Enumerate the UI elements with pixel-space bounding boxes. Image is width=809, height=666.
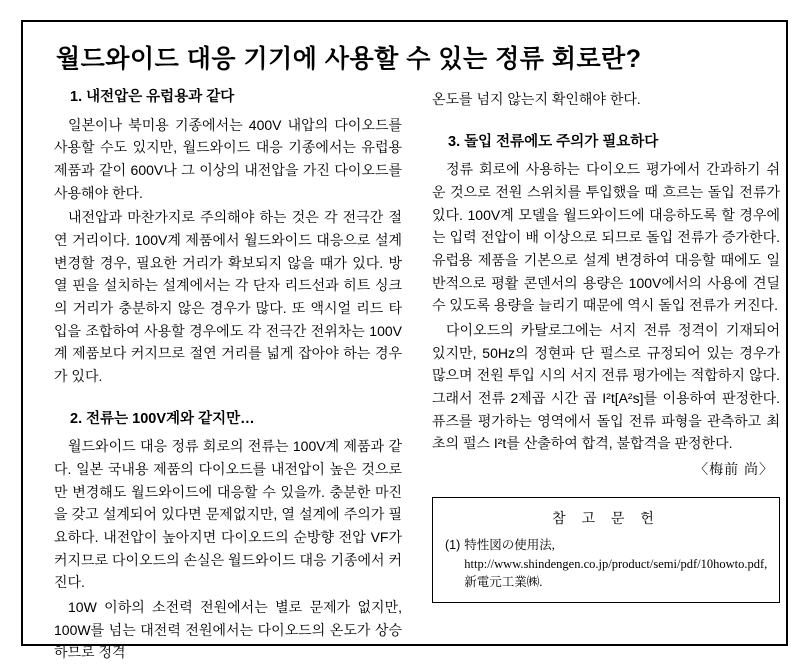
page-title: 월드와이드 대응 기기에 사용할 수 있는 정류 회로란?	[56, 45, 642, 73]
reference-item	[445, 536, 767, 592]
paragraph: 월드와이드 대응 정류 회로의 전류는 100V계 제품과 같다. 일본 국내용 제품의 다이오드를 내전압이 높은 것으로만 변경해도 월드와이드에 대응할 수 있을까. 충분한 마진을 갖고 설계되어 있다면 문제없지만, 열 설계에 주의가 필요하다. 내전압이 높아지면 다이오드의 순방향 전압 VF가 커지므로 다이오드의 손실은 월드와이드 대응 기종에서 커진다.	[54, 438, 402, 591]
right-column	[432, 88, 780, 666]
paragraph: 일본이나 북미용 기종에서는 400V 내압의 다이오드를 사용할 수도 있지만, 월드와이드 대응 기종에서는 유럽용 제품과 같이 600V나 그 이상의 내전압을 가진 다이오드를 사용해야 한다.	[54, 116, 402, 201]
section-heading-1: 1. 내전압은 유럽용과 같다	[70, 89, 235, 105]
paragraph-continuation: 온도를 넘지 않는지 확인해야 한다.	[432, 91, 641, 107]
two-column-body	[54, 88, 780, 666]
paragraph: 정류 회로에 사용하는 다이오드 평가에서 간과하기 쉬운 것으로 전원 스위치를 투입했을 때 흐르는 돌입 전류가 있다. 100V계 모델을 월드와이드에 대응하도록 할 경우에는 입력 전압이 배 이상으로 되므로 돌입 전류가 증가한다. 유럽용 제품을 기본으로 설계 변경하여 대응할 때에도 일반적으로 평활 콘덴서의 용량은 100V에서의 사용에 견딜 수 있도록 용량을 늘리기 때문에 역시 돌입 전류가 커진다.	[432, 161, 780, 314]
section-heading-2: 2. 전류는 100V계와 같지만…	[70, 410, 255, 427]
author-signature: 〈梅前 尚〉	[694, 460, 774, 477]
page-content	[30, 26, 779, 666]
reference-text: 特性図の使用法, http://www.shindengen.co.jp/product/semi/pdf/10howto.pdf, 新電元工業㈱.	[464, 537, 768, 590]
spacer	[54, 390, 402, 400]
reference-number: (1)	[445, 537, 461, 552]
spacer	[432, 113, 780, 123]
references-box	[432, 497, 780, 603]
paragraph: 다이오드의 카탈로그에는 서지 전류 정격이 기재되어 있지만, 50Hz의 정현파 단 펄스로 규정되어 있는 경우가 많으며 전원 투입 시의 서지 전류 평가에는 적합하지 않다. 그래서 전류 2제곱 시간 곱 I²t[A²s]를 이용하여 판정한다. 퓨즈를 평가하는 영역에서 돌입 전류 파형을 관측하고 최초의 펄스 I²t를 산출하여 합격, 불합격을 판정한다.	[432, 321, 780, 452]
paragraph: 내전압과 마찬가지로 주의해야 하는 것은 각 전극간 절연 거리이다. 100V계 제품에서 월드와이드 대응으로 설계 변경할 경우, 필요한 거리가 확보되지 않을 때가 있다. 방열 핀을 설치하는 설계에서는 각 단자 리드선과 히트 싱크의 거리가 충분하지 않은 경우가 많다. 또 액시얼 리드 타입을 조합하여 사용할 경우에도 각 전극간 전위차는 100V계 제품보다 커지므로 절연 거리를 넓게 잡아야 하는 경우가 있다.	[54, 209, 402, 384]
references-heading: 참 고 문 헌	[552, 509, 660, 526]
left-column	[54, 88, 402, 666]
paragraph: 10W 이하의 소전력 전원에서는 별로 문제가 없지만, 100W를 넘는 대전력 전원에서는 다이오드의 온도가 상승하므로 정격	[54, 598, 402, 661]
section-heading-3: 3. 돌입 전류에도 주의가 필요하다	[448, 133, 659, 150]
